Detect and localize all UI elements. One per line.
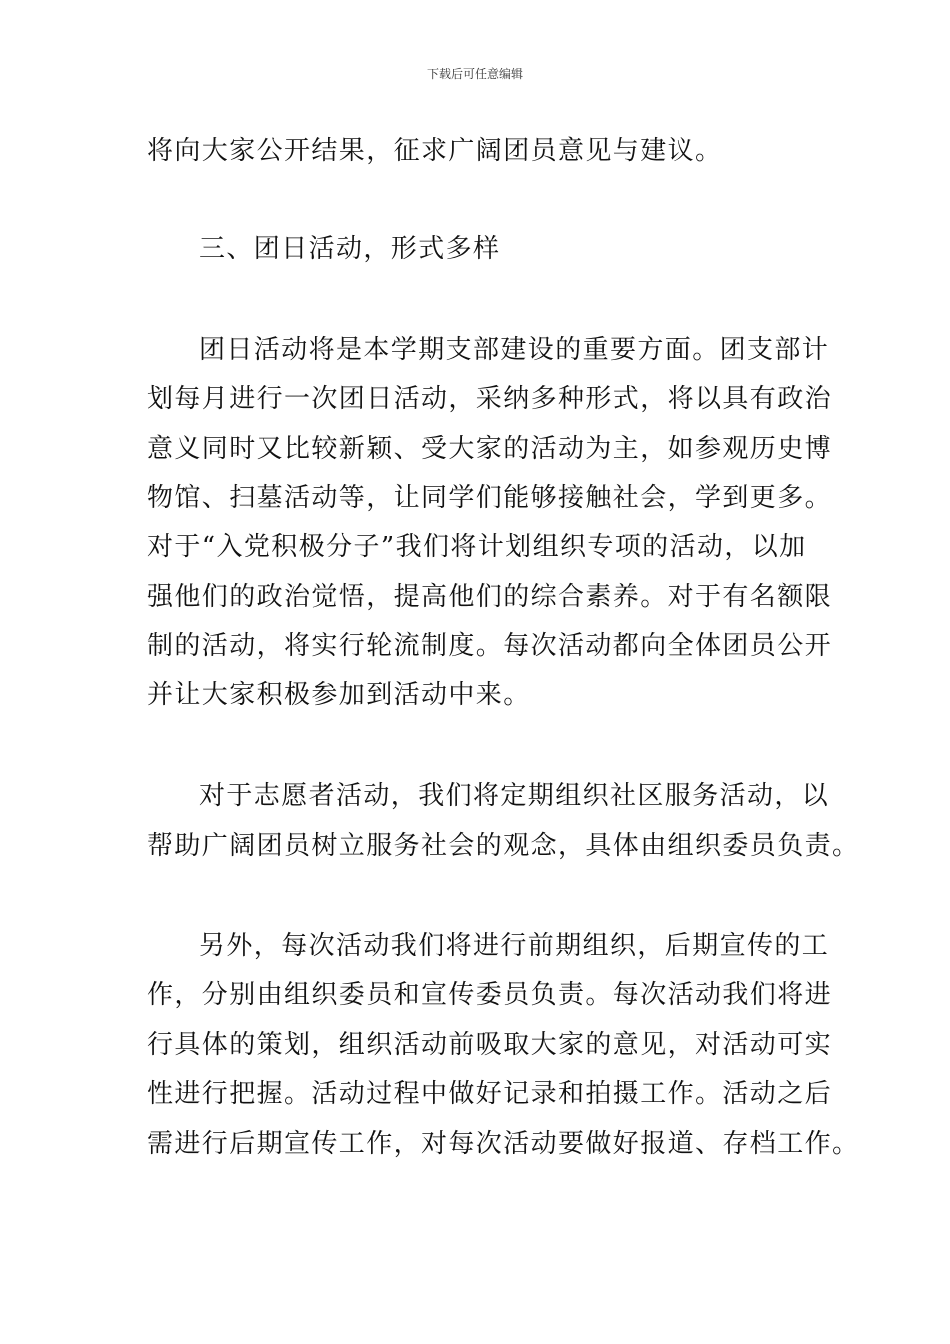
- paragraph-line: 意义同时又比较新颖、受大家的活动为主，如参观历史博: [147, 434, 833, 464]
- paragraph-line: 将向大家公开结果，征求广阔团员意见与建议。: [147, 136, 723, 166]
- paragraph-line: 作，分别由组织委员和宣传委员负责。每次活动我们将进: [147, 980, 833, 1010]
- page-header: 下载后可任意编辑: [426, 67, 523, 81]
- paragraph-line: 对于志愿者活动，我们将定期组织社区服务活动，以: [199, 781, 830, 811]
- paragraph-line: 行具体的策划，组织活动前吸取大家的意见，对活动可实: [147, 1030, 833, 1060]
- paragraph-line: 性进行把握。活动过程中做好记录和拍摄工作。活动之后: [147, 1079, 833, 1109]
- paragraph-line: 团日活动将是本学期支部建设的重要方面。团支部计: [199, 335, 830, 365]
- paragraph-line: 物馆、扫墓活动等，让同学们能够接触社会，学到更多。: [147, 483, 833, 513]
- paragraph-line: 强他们的政治觉悟，提高他们的综合素养。对于有名额限: [147, 582, 833, 612]
- paragraph-line: 划每月进行一次团日活动，采纳多种形式，将以具有政治: [147, 384, 833, 414]
- paragraph-line: 制的活动，将实行轮流制度。每次活动都向全体团员公开: [147, 631, 833, 661]
- paragraph-line: 帮助广阔团员树立服务社会的观念，具体由组织委员负责。: [147, 831, 860, 861]
- paragraph-line: 对于“入党积极分子”我们将计划组织专项的活动，以加: [147, 532, 807, 562]
- paragraph-line: 另外，每次活动我们将进行前期组织，后期宣传的工: [199, 931, 830, 961]
- paragraph-line: 并让大家积极参加到活动中来。: [147, 680, 531, 710]
- section-heading: 三、团日活动，形式多样: [199, 234, 501, 264]
- paragraph-line: 需进行后期宣传工作，对每次活动要做好报道、存档工作。: [147, 1129, 860, 1159]
